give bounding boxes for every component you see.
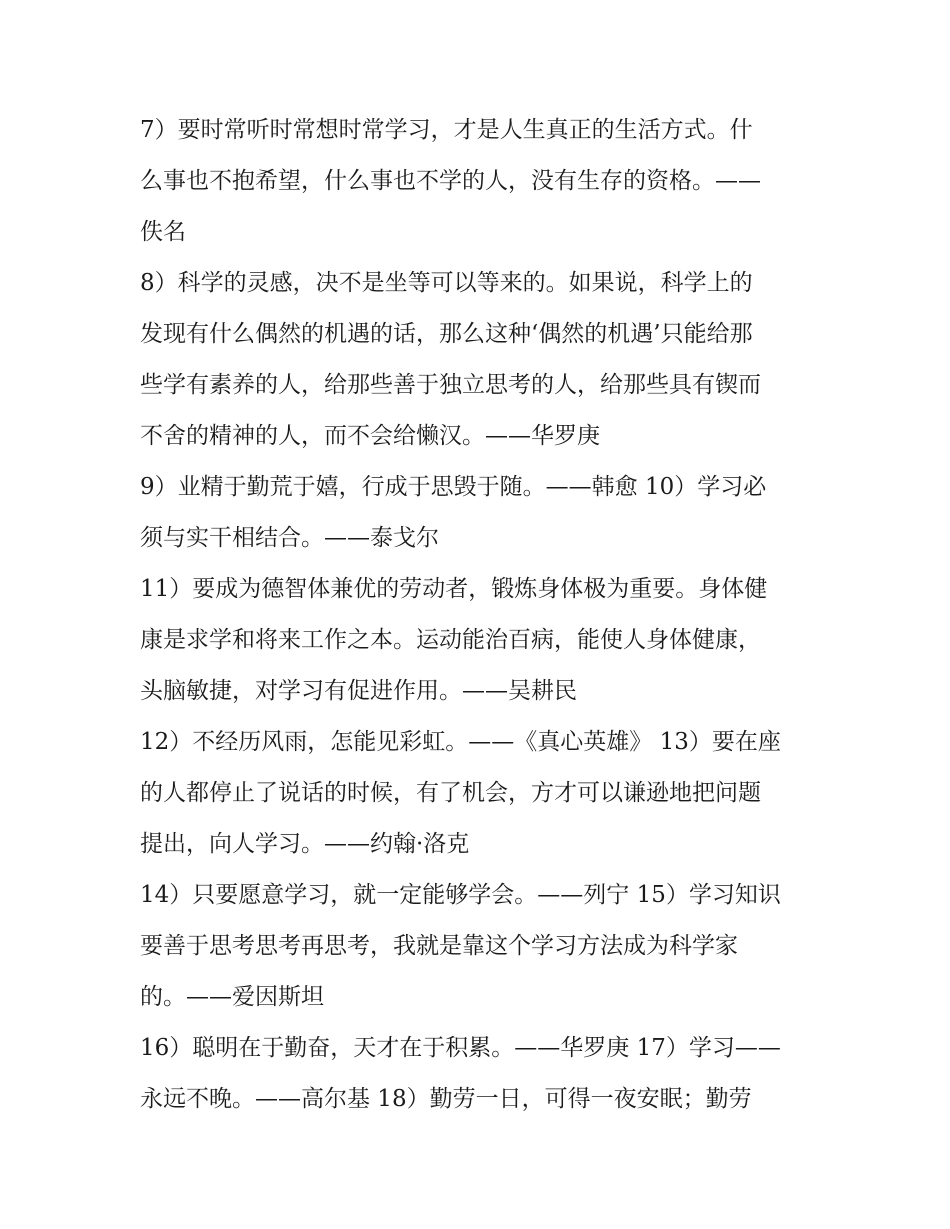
text-line: 永远不晚。——高尔基 18）勤劳一日，可得一夜安眠；勤劳: [140, 1086, 752, 1112]
text-line: 不舍的精神的人，而不会给懒汉。——华罗庚: [140, 423, 600, 449]
text-line: 头脑敏捷，对学习有促进作用。——吴耕民: [140, 678, 577, 704]
text-line: 发现有什么偶然的机遇的话，那么这种‘偶然的机遇’只能给那: [140, 321, 753, 347]
text-line: 12）不经历风雨，怎能见彩虹。——《真心英雄》 13）要在座: [140, 729, 781, 755]
text-line: 佚名: [140, 219, 186, 245]
quotes-text-block: [140, 105, 820, 1125]
text-line: 7）要时常听时常想时常学习，才是人生真正的生活方式。什: [140, 117, 753, 143]
text-line: 的。——爱因斯坦: [140, 984, 324, 1010]
text-line: 的人都停止了说话的时候，有了机会，方才可以谦逊地把问题: [140, 780, 761, 806]
text-line: 16）聪明在于勤奋，天才在于积累。——华罗庚 17）学习——: [140, 1035, 781, 1061]
text-line: 须与实干相结合。——泰戈尔: [140, 525, 439, 551]
text-line: 康是求学和将来工作之本。运动能治百病，能使人身体健康，: [140, 627, 761, 653]
text-line: 么事也不抱希望，什么事也不学的人，没有生存的资格。——: [140, 168, 761, 194]
text-line: 11）要成为德智体兼优的劳动者，锻炼身体极为重要。身体健: [140, 576, 768, 602]
text-line: 些学有素养的人，给那些善于独立思考的人，给那些具有锲而: [140, 372, 761, 398]
text-line: 8）科学的灵感，决不是坐等可以等来的。如果说，科学上的: [140, 270, 753, 296]
text-line: 要善于思考思考再思考，我就是靠这个学习方法成为科学家: [140, 933, 738, 959]
text-line: 14）只要愿意学习，就一定能够学会。——列宁 15）学习知识: [140, 882, 781, 908]
text-line: 9）业精于勤荒于嬉，行成于思毁于随。——韩愈 10）学习必: [140, 474, 767, 500]
text-line: 提出，向人学习。——约翰·洛克: [140, 831, 470, 857]
